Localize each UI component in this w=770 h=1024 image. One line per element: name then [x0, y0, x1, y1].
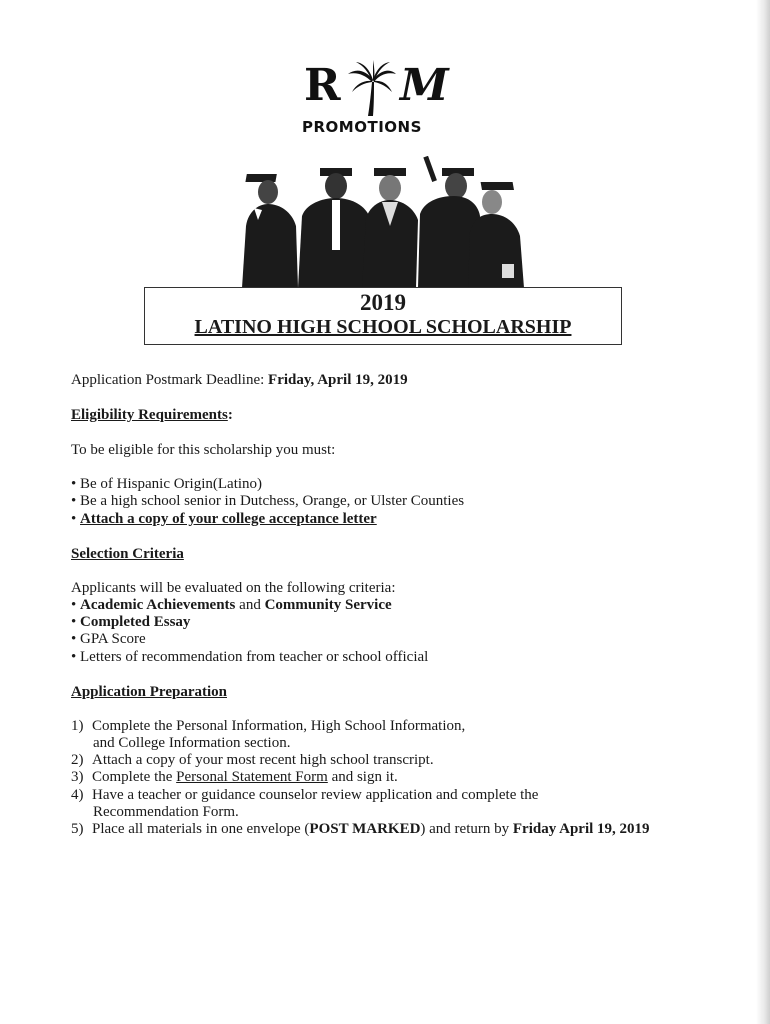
step-text: Complete the Personal Information, High School Information,	[92, 718, 466, 734]
eligibility-item-senior: • Be a high school senior in Dutchess, Orange, or Ulster Counties	[71, 493, 465, 509]
selection-item-academic	[71, 597, 392, 614]
step-number: 1)	[71, 718, 84, 734]
selection-intro: Applicants will be evaluated on the following criteria:	[71, 580, 396, 596]
selection-item-letters: • Letters of recommendation from teacher or school official	[71, 649, 429, 665]
return-date: Friday April 19, 2019	[512, 821, 650, 837]
preparation-heading: Application Preparation	[71, 684, 227, 700]
completed-essay: Completed Essay	[80, 614, 191, 630]
logo-letter-r: R	[304, 60, 343, 111]
logo-letter-m: M	[400, 60, 451, 111]
scan-edge-shadow	[756, 0, 770, 1024]
preparation-step-2	[71, 752, 434, 769]
selection-heading: Selection Criteria	[71, 546, 184, 562]
eligibility-intro: To be eligible for this scholarship you must:	[71, 442, 336, 458]
bullet: •	[71, 511, 81, 527]
selection-item-essay	[71, 614, 190, 631]
eligibility-heading: Eligibility Requirements	[71, 407, 228, 423]
acceptance-letter-text: Attach a copy of your college acceptance letter	[80, 511, 377, 527]
step-text: Attach a copy of your most recent high school transcript.	[92, 752, 434, 768]
eligibility-item-acceptance	[71, 511, 377, 528]
preparation-step-5	[71, 821, 650, 838]
step-text: Place all materials in one envelope (	[92, 821, 310, 837]
step-text: Complete the	[92, 769, 177, 785]
step-number: 3)	[71, 769, 84, 785]
step-text-mid: ) and return by	[420, 821, 513, 837]
eligibility-item-origin: • Be of Hispanic Origin(Latino)	[71, 476, 263, 492]
bullet: •	[71, 597, 81, 613]
bullet: •	[71, 614, 81, 630]
title-year: 2019	[360, 290, 406, 315]
academic-achievements: Academic Achievements	[80, 597, 236, 613]
rm-promotions-logo	[298, 60, 468, 140]
deadline-line	[71, 372, 408, 389]
step-number: 4)	[71, 787, 84, 803]
step-text: Have a teacher or guidance counselor review application and complete the	[92, 787, 539, 803]
post-marked: POST MARKED	[309, 821, 421, 837]
community-service: Community Service	[264, 597, 392, 613]
deadline-label: Application Postmark Deadline:	[71, 372, 269, 388]
title-box	[144, 287, 622, 345]
graduates-photo	[232, 156, 528, 288]
eligibility-heading-colon: :	[227, 407, 233, 423]
selection-item-gpa: • GPA Score	[71, 631, 146, 647]
preparation-step-4-cont: Recommendation Form.	[93, 804, 239, 820]
eligibility-heading-line	[71, 407, 233, 424]
preparation-step-1	[71, 718, 465, 735]
step-number: 2)	[71, 752, 84, 768]
preparation-step-3	[71, 769, 398, 786]
deadline-value: Friday, April 19, 2019	[268, 372, 408, 388]
step-number: 5)	[71, 821, 84, 837]
step-text-end: and sign it.	[327, 769, 398, 785]
logo-subtitle: PROMOTIONS	[302, 118, 422, 136]
personal-statement-form: Personal Statement Form	[176, 769, 328, 785]
preparation-step-4	[71, 787, 538, 804]
preparation-step-1-cont: and College Information section.	[93, 735, 291, 751]
title-main: LATINO HIGH SCHOOL SCHOLARSHIP	[194, 316, 572, 338]
and-text: and	[235, 597, 265, 613]
palm-tree-icon	[346, 60, 398, 118]
